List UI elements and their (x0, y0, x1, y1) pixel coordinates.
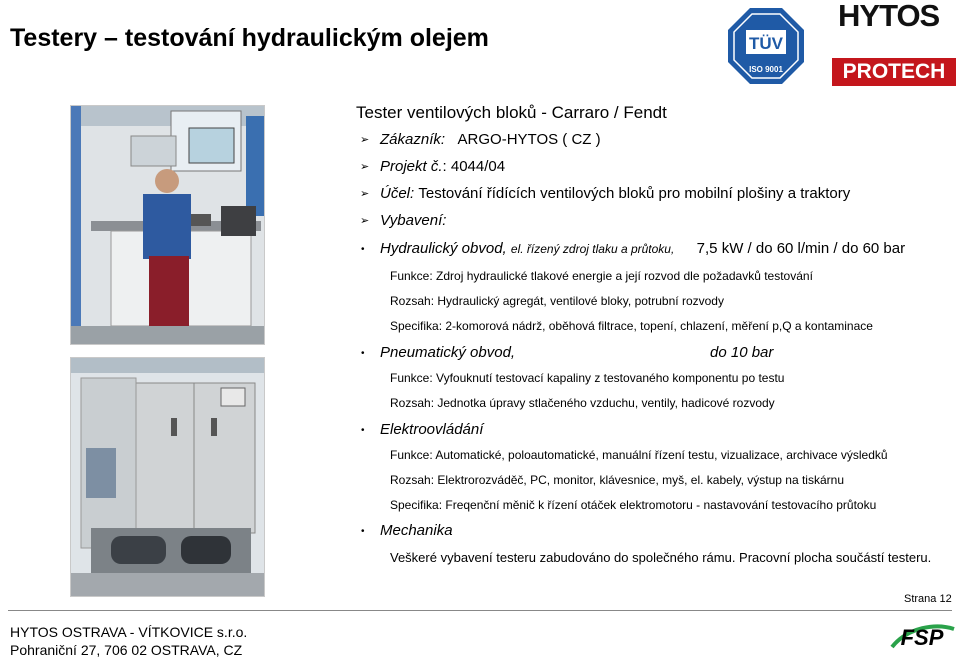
fsp-logo (888, 617, 956, 655)
tester-photo-top (70, 105, 265, 345)
electro-function: Funkce: Automatické, poloautomatické, manuální řízení testu, vizualizace, archivace výsledků (390, 448, 888, 462)
electro-specifics: Specifika: Freqenční měnič k řízení otáček elektromotoru - nastavování testovacího průtoku (390, 498, 877, 512)
iso-text: ISO 9001 (749, 65, 783, 74)
company-name: HYTOS OSTRAVA - VÍTKOVICE s.r.o. (10, 624, 248, 640)
company-address: Pohraniční 27, 706 02 OSTRAVA, CZ (10, 642, 243, 658)
hydraulic-row: Hydraulický obvod, el. řízený zdroj tlaku a průtoku, 7,5 kW / do 60 l/min / do 60 bar (380, 240, 906, 257)
mechanics-text: Veškeré vybavení testeru zabudováno do společného rámu. Pracovní plocha součástí testeru. (390, 550, 932, 565)
footer-divider (8, 610, 952, 611)
arrow-bullet-icon: ➢ (360, 188, 370, 200)
arrow-bullet-icon: ➢ (360, 215, 370, 227)
dot-bullet-icon: • (361, 348, 365, 359)
electro-label: Elektroovládání (380, 421, 484, 438)
pneumatic-spec: do 10 bar (710, 344, 774, 361)
hytos-logo: HYTOS (838, 0, 940, 33)
project-row: Projekt č.: 4044/04 (380, 158, 506, 175)
tester-photo-bottom (70, 357, 265, 597)
customer-row: Zákazník: ARGO-HYTOS ( CZ ) (380, 131, 601, 148)
page-title: Testery – testování hydraulickým olejem (10, 24, 489, 52)
purpose-row: Účel: Testování řídících ventilových bloků pro mobilní plošiny a traktory (380, 185, 851, 202)
hydraulic-specifics: Specifika: 2-komorová nádrž, oběhová filtrace, topení, chlazení, měření p,Q a kontaminace (390, 319, 873, 333)
tuv-text: TÜV (749, 34, 783, 53)
page-number: Strana 12 (904, 593, 952, 605)
pneumatic-function: Funkce: Vyfouknutí testovací kapaliny z testovaného komponentu po testu (390, 371, 785, 385)
arrow-bullet-icon: ➢ (360, 161, 370, 173)
hydraulic-function: Funkce: Zdroj hydraulické tlakové energie a její rozvod dle požadavků testování (390, 269, 813, 283)
pneumatic-label: Pneumatický obvod, (380, 344, 516, 361)
equipment-row: Vybavení: (380, 212, 447, 229)
dot-bullet-icon: • (361, 425, 365, 436)
protech-logo: PROTECH (832, 58, 956, 86)
electro-scope: Rozsah: Elektrorozváděč, PC, monitor, klávesnice, myš, el. kabely, výstup na tiskárnu (390, 473, 844, 487)
hydraulic-scope: Rozsah: Hydraulický agregát, ventilové bloky, potrubní rozvody (390, 294, 724, 308)
pneumatic-scope: Rozsah: Jednotka úpravy stlačeného vzduchu, ventily, hadicové rozvody (390, 396, 775, 410)
dot-bullet-icon: • (361, 244, 365, 255)
dot-bullet-icon: • (361, 526, 365, 537)
fsp-text: FSP (900, 625, 944, 650)
mechanics-label: Mechanika (380, 522, 453, 539)
tuv-logo (726, 6, 806, 86)
arrow-bullet-icon: ➢ (360, 134, 370, 146)
subtitle: Tester ventilových bloků - Carraro / Fendt (356, 103, 667, 122)
